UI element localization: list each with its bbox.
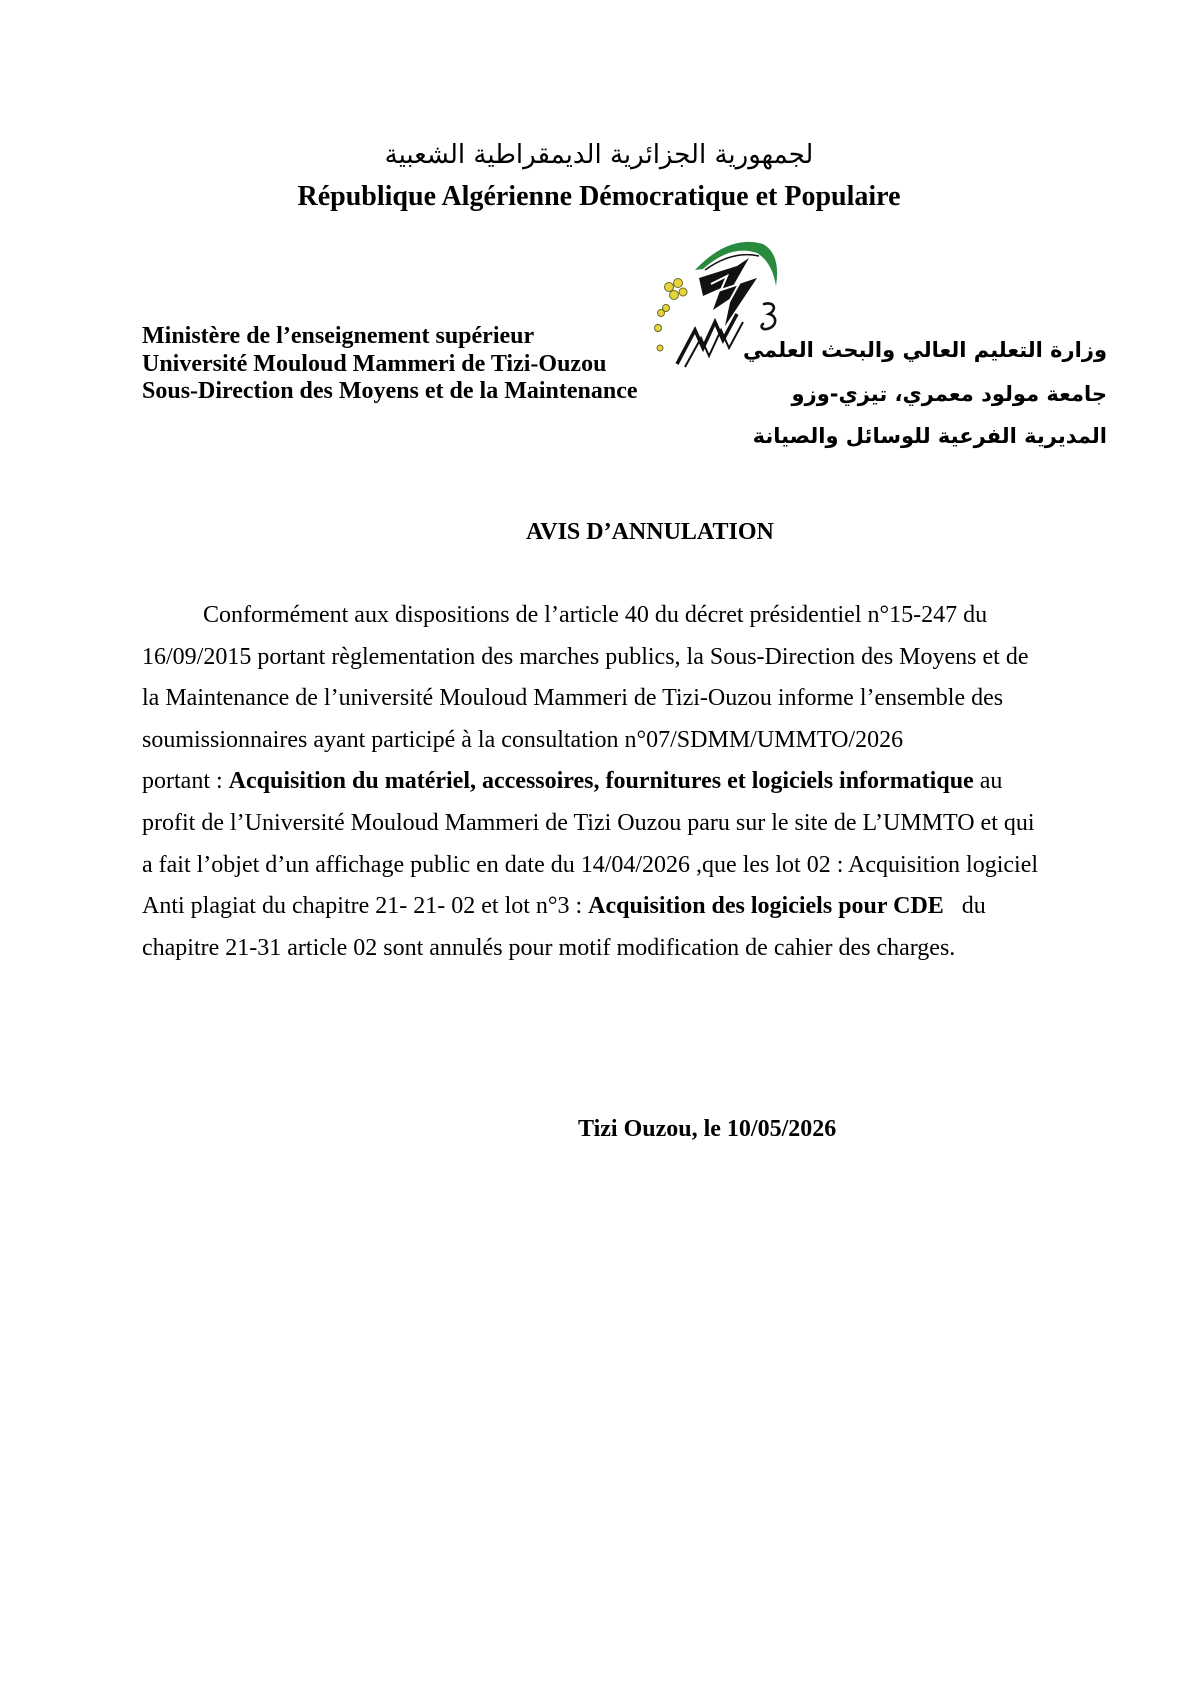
sub-direction-name-ar: المديرية الفرعية للوسائل والصيانة [752,424,1107,448]
arabic-republic-title: لجمهورية الجزائرية الديمقراطية الشعبية [384,140,814,170]
body-text: 16/09/2015 portant règlementation des marches publics, la Sous-Direction des Moyens et de [142,643,1029,670]
body-line [142,803,1062,845]
body-line [142,637,1062,679]
body-text: chapitre 21-31 article 02 sont annulés pour motif modification de cahier des charges. [142,934,956,961]
logo-dot [674,279,683,288]
logo-dot [657,345,663,351]
notice-title: AVIS D’ANNULATION [526,519,774,545]
body-text: Anti plagiat du chapitre 21- 21- 02 et lot n°3 : [142,893,589,920]
body-text-bold: Acquisition des logiciels pour CDE [588,893,944,920]
logo-dot [655,325,662,332]
logo-dot [658,310,665,317]
body-line [142,761,1062,803]
body-line [142,928,1062,970]
institution-block-fr [142,323,638,406]
french-republic-title: République Algérienne Démocratique et Populaire [297,181,901,212]
ministry-name-ar: وزارة التعليم العالي والبحث العلمي [742,338,1107,362]
body-text: au [973,768,1003,795]
logo-squiggle [762,303,776,329]
university-name-fr: Université Mouloud Mammeri de Tizi-Ouzou [142,350,607,377]
sub-direction-name-fr: Sous-Direction des Moyens et de la Maintenance [142,378,638,405]
body-text: la Maintenance de l’université Mouloud Mammeri de Tizi-Ouzou informe l’ensemble des [142,685,1004,712]
body-text: profit de l’Université Mouloud Mammeri de Tizi Ouzou paru sur le site de L’UMMTO et qui [142,809,1035,836]
body-line [142,845,1062,887]
ministry-name-fr: Ministère de l’enseignement supérieur [142,323,535,349]
body-line [142,720,1062,762]
notice-body [142,595,1062,969]
logo-dot [679,288,687,296]
body-text-bold: Acquisition du matériel, accessoires, fournitures et logiciels informatique [228,768,974,795]
body-line [142,678,1062,720]
logo-dot [670,291,679,300]
body-text: Conformément aux dispositions de l’article 40 du décret présidentiel n°15-247 du [203,602,988,628]
body-text: soumissionnaires ayant participé à la consultation n°07/SDMM/UMMTO/2026 [142,726,904,753]
body-text: du [943,893,986,920]
place-date: Tizi Ouzou, le 10/05/2026 [578,1116,837,1142]
body-text: a fait l’objet d’un affichage public en date du 14/04/2026 ,que les lot 02 : Acquisition logiciel [142,851,1039,878]
body-line [142,886,1062,928]
logo-dot [665,283,674,292]
university-name-ar: جامعة مولود معمري، تيزي-وزو [791,382,1107,406]
body-line [142,595,1062,637]
body-text: portant : [142,768,229,795]
